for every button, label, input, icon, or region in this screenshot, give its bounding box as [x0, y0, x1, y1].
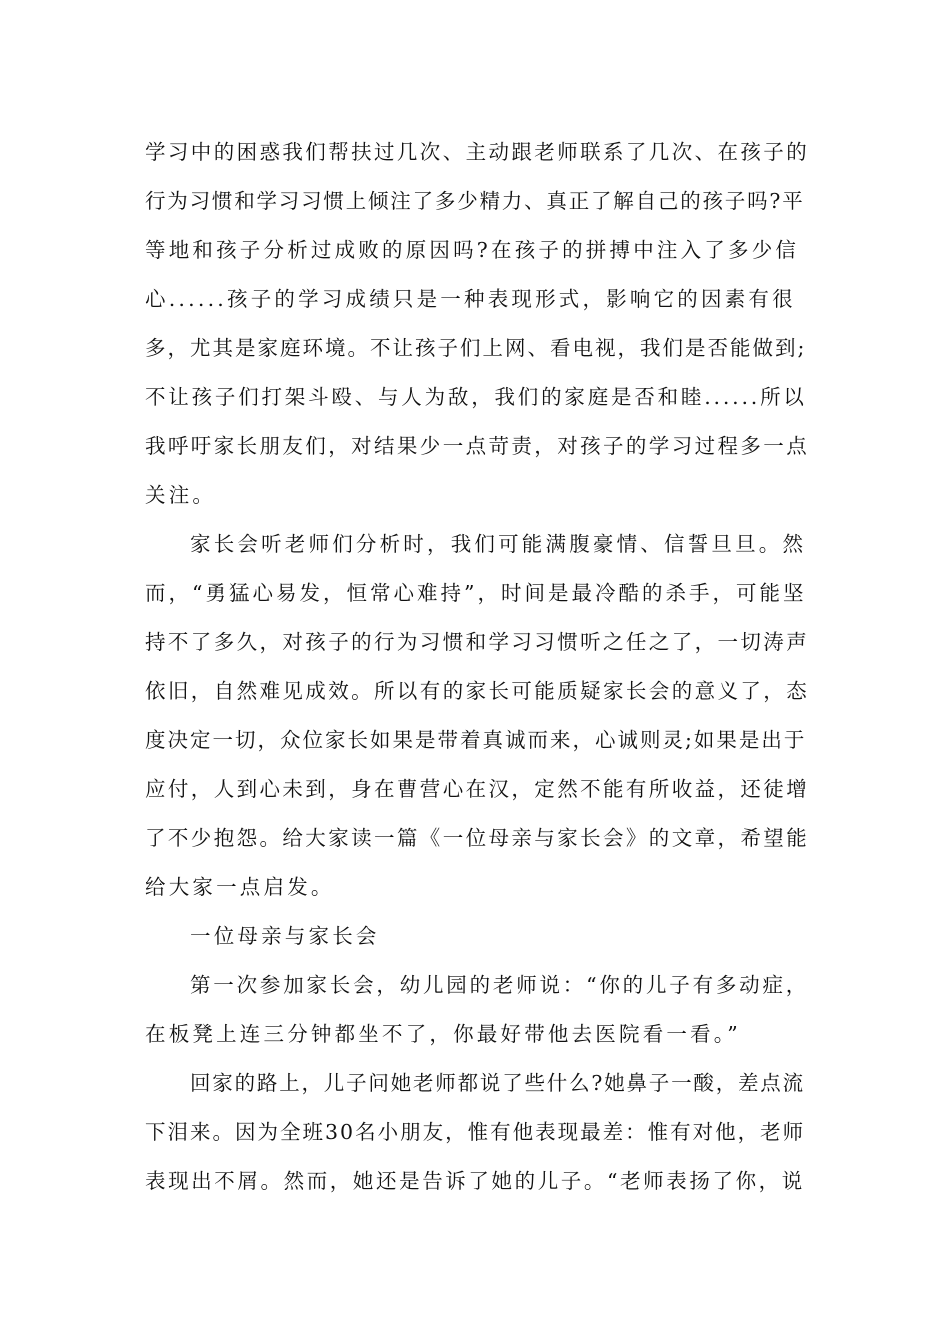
text-line: 度决定一切，众位家长如果是带着真诚而来，心诚则灵;如果是出于: [145, 728, 807, 752]
text-line: 而，“勇猛心易发，恒常心难持”，时间是最冷酷的杀手，可能坚: [145, 581, 807, 605]
text-line: 给大家一点启发。: [145, 875, 335, 899]
text-line: 下泪来。因为全班30名小朋友，惟有他表现最差：惟有对他，老师: [145, 1120, 806, 1144]
text-line: 多，尤其是家庭环境。不让孩子们上网、看电视，我们是否能做到;: [145, 336, 807, 360]
section-heading: 一位母亲与家长会: [190, 924, 380, 948]
text-line: 第一次参加家长会，幼儿园的老师说：“你的儿子有多动症，: [190, 973, 810, 997]
document-page: [145, 128, 809, 1206]
text-line: 了不少抱怨。给大家读一篇《一位母亲与家长会》的文章，希望能: [145, 826, 810, 850]
text-line: 关注。: [145, 483, 217, 507]
text-line: 行为习惯和学习习惯上倾注了多少精力、真正了解自己的孩子吗?平: [145, 189, 805, 213]
text-line: 表现出不屑。然而，她还是告诉了她的儿子。“老师表扬了你，说: [145, 1169, 805, 1193]
text-line: 我呼吁家长朋友们，对结果少一点苛责，对孩子的学习过程多一点: [145, 434, 810, 458]
text-line: 心......孩子的学习成绩只是一种表现形式，影响它的因素有很: [145, 287, 796, 311]
text-line: 应付，人到心未到，身在曹营心在汉，定然不能有所收益，还徒增: [145, 777, 810, 801]
text-line: 在板凳上连三分钟都坐不了，你最好带他去医院看一看。”: [145, 1022, 741, 1046]
text-line: 依旧，自然难见成效。所以有的家长可能质疑家长会的意义了，态: [145, 679, 810, 703]
text-line: 学习中的困惑我们帮扶过几次、主动跟老师联系了几次、在孩子的: [145, 140, 810, 164]
text-line: 回家的路上，儿子问她老师都说了些什么?她鼻子一酸，差点流: [190, 1071, 805, 1095]
text-line: 不让孩子们打架斗殴、与人为敌，我们的家庭是否和睦......所以: [145, 385, 807, 409]
text-line: 等地和孩子分析过成败的原因吗?在孩子的拼搏中注入了多少信: [145, 238, 800, 262]
text-line: 持不了多久，对孩子的行为习惯和学习习惯听之任之了，一切涛声: [145, 630, 810, 654]
text-line: 家长会听老师们分析时，我们可能满腹豪情、信誓旦旦。然: [190, 532, 807, 556]
